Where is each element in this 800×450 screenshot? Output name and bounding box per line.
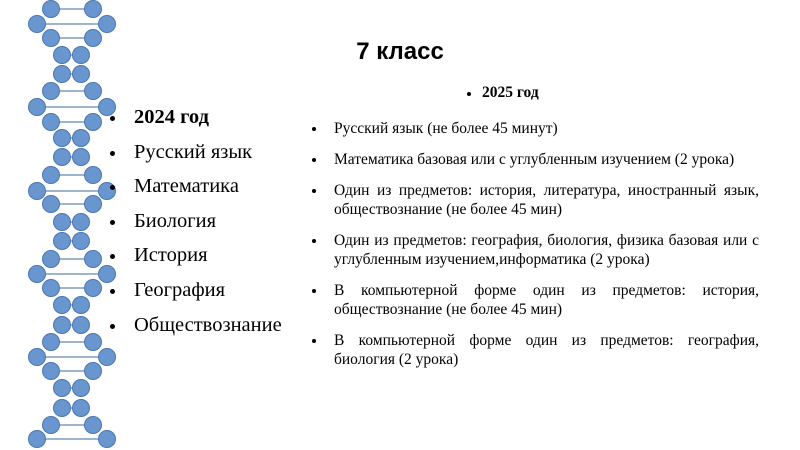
subjects-2024-list xyxy=(106,106,286,348)
subjects-2025-list xyxy=(308,119,759,381)
list-item: Обществознание xyxy=(106,314,286,337)
list-item: Биология xyxy=(106,210,286,233)
list-item: Математика базовая или с углубленным изучением (2 урока) xyxy=(308,150,759,169)
slide-title: 7 класс xyxy=(356,38,444,65)
list-item: Русский язык xyxy=(106,141,286,164)
list-item: В компьютерной форме один из предметов: история, обществознание (не более 45 мин) xyxy=(308,281,759,319)
list-item: Математика xyxy=(106,175,286,198)
year-2025-heading: 2025 год xyxy=(482,84,539,101)
list-item: Русский язык (не более 45 минут) xyxy=(308,119,759,138)
list-item: Один из предметов: география, биология, физика базовая или с углубленным изучением,информатика (2 урока) xyxy=(308,231,759,269)
list-item: История xyxy=(106,244,286,267)
list-item: Один из предметов: история, литература, иностранный язык, обществознание (не более 45 мин) xyxy=(308,181,759,219)
list-item-year-2024: 2024 год xyxy=(106,106,286,129)
list-item: География xyxy=(106,279,286,302)
list-item: В компьютерной форме один из предметов: география, биология (2 урока) xyxy=(308,331,759,369)
dna-rungs xyxy=(29,1,116,448)
